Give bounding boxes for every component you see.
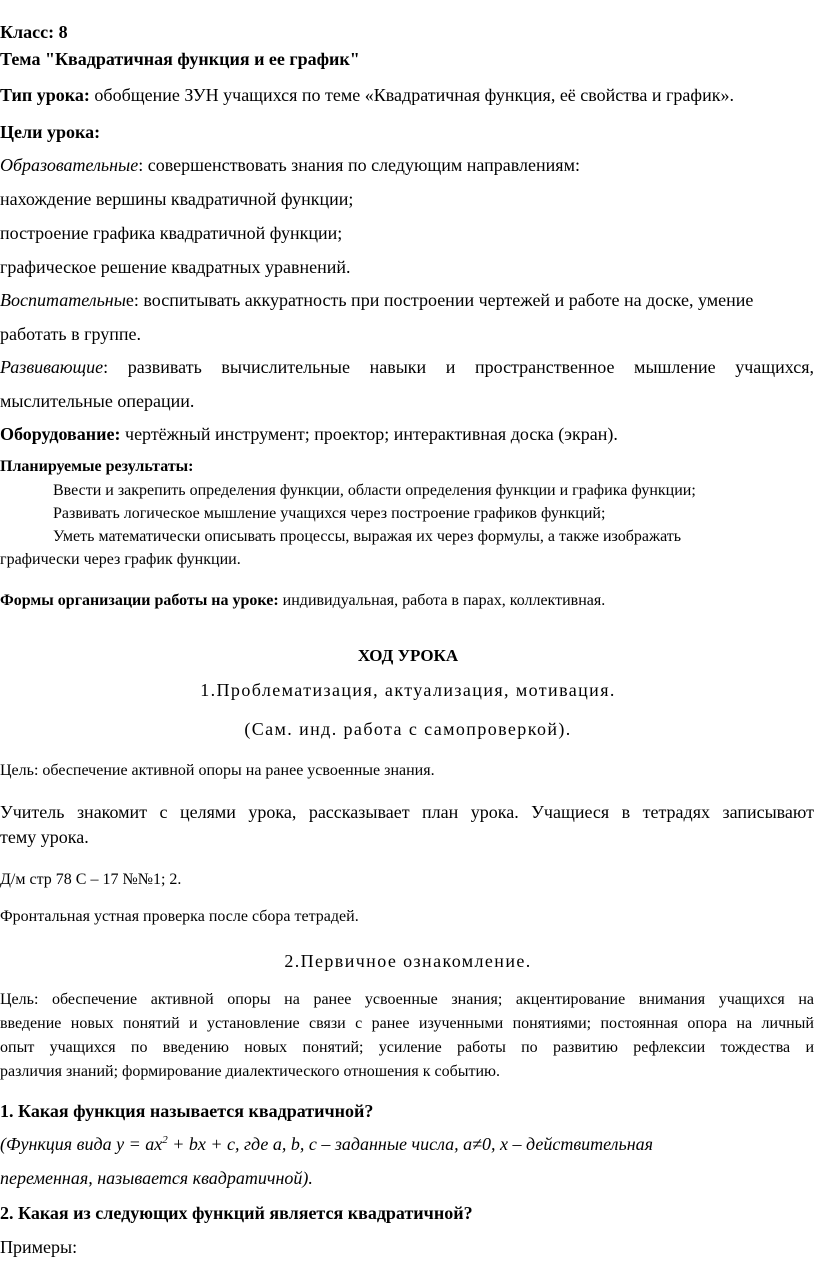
stage-2-title: 2.Первичное ознакомление. [284,951,532,971]
equipment-label: Оборудование: [0,424,121,444]
goal-item: построение графика квадратичной функции; [0,223,343,243]
homework-reference: Д/м стр 78 С – 17 №№1; 2. [0,871,182,888]
stage-1-goal: Цель: обеспечение активной опоры на ранее усвоенные знания. [0,762,435,779]
answer-1-line: (Функция вида $y = ax^2$ + bx + c, где a, b, c – заданные числа, a≠0, x – действительная [0,1134,654,1154]
class-line: Класс: 8 [0,22,68,42]
developing-label: Развивающие [0,357,104,377]
stage-1-subtitle: (Сам. инд. работа с самопроверкой). [244,719,572,739]
planned-result-item: Уметь математически описывать процессы, выражая их через формулы, а также изображать [53,528,682,545]
developing-goal-continuation: мыслительные операции. [0,391,195,411]
goals-heading: Цели урока: [0,122,101,142]
educational-label: Образовательные [0,155,139,175]
goal-item: графическое решение квадратных уравнений. [0,257,351,277]
topic-line: Тема "Квадратичная функция и ее график" [0,49,360,69]
planned-result-item: Развивать логическое мышление учащихся через построение графиков функций; [53,505,606,522]
stage-2-goal-line: введение новых понятий и установление связи с ранее изученными понятиями; постоянная опора на личный [0,1015,814,1032]
examples-label: Примеры: [0,1237,78,1257]
stage-2-goal-line: опыт учащихся по введению новых понятий; усиление работы по развитию рефлексии тождества и [0,1039,814,1056]
frontal-check-line: Фронтальная устная проверка после сбора тетрадей. [0,908,359,925]
question-1: 1. Какая функция называется квадратичной? [0,1101,374,1121]
upbringing-goal-continuation: работать в группе. [0,324,141,344]
planned-result-continuation: графически через график функции. [0,551,241,568]
planned-results-heading: Планируемые результаты: [0,458,194,475]
lesson-type-label: Тип урока: [0,85,90,105]
exponent: 2 [162,1134,168,1146]
planned-result-item: Ввести и закрепить определения функции, области определения функции и графика функции; [53,482,696,499]
teacher-activity-line: Учитель знакомит с целями урока, рассказывает план урока. Учащиеся в тетрадях записывают [0,802,814,822]
work-forms-line: Формы организации работы на уроке: индивидуальная, работа в парах, коллективная. [0,592,606,609]
developing-goal-line: Развивающие: развивать вычислительные навыки и пространственное мышление учащихся, [0,357,814,377]
upbringing-label: Воспитательны [0,290,126,310]
upbringing-goal-line: Воспитательные: воспитывать аккуратность при построении чертежей и работе на доске, умение [0,290,754,310]
teacher-activity-continuation: тему урока. [0,827,89,847]
question-2: 2. Какая из следующих функций является квадратичной? [0,1203,473,1223]
stage-2-goal-line: различия знаний; формирование диалектического отношения к событию. [0,1063,500,1080]
answer-1-continuation: переменная, называется квадратичной). [0,1168,313,1188]
educational-goal-line: Образовательные: совершенствовать знания по следующим направлениям: [0,155,580,175]
stage-1-title: 1.Проблематизация, актуализация, мотивация. [200,680,616,700]
goal-item: нахождение вершины квадратичной функции; [0,189,354,209]
lesson-type-line [0,85,734,106]
lesson-flow-heading: ХОД УРОКА [357,646,459,665]
work-forms-label: Формы организации работы на уроке: [0,592,279,609]
lesson-type-text: обобщение ЗУН учащихся по теме «Квадратичная функция, её свойства и график». [89,85,734,105]
equipment-line: Оборудование: чертёжный инструмент; проектор; интерактивная доска (экран). [0,424,618,444]
stage-2-goal-line: Цель: обеспечение активной опоры на ранее усвоенные знания; акцентирование внимания учащихся на [0,991,814,1008]
